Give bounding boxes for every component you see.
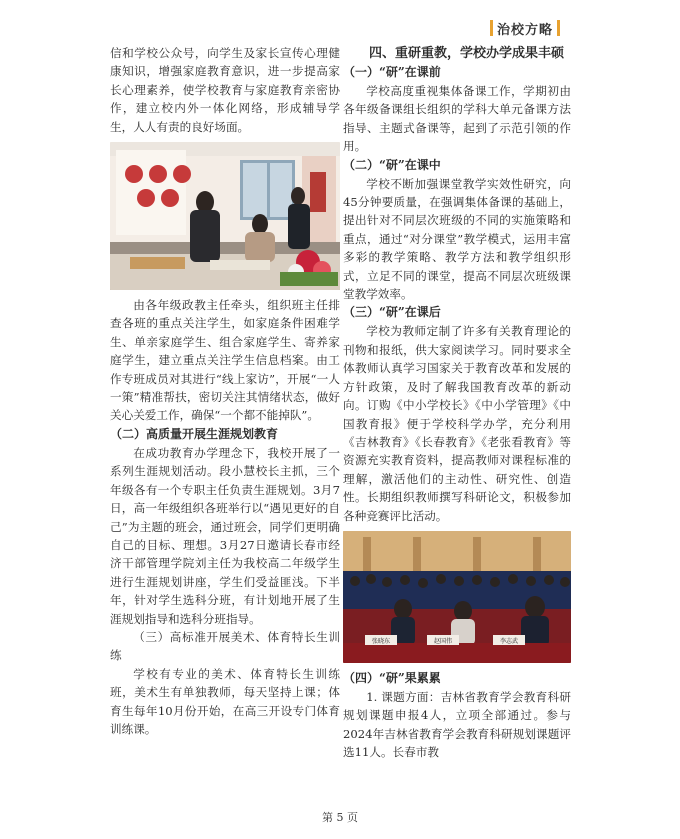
header-bar-right (557, 20, 560, 36)
subsection-heading: （四）“研”果累累 (343, 670, 441, 685)
nameplate-text: 赵国伟 (433, 637, 453, 645)
paragraph: 学校不断加强课堂教学实效性研究，向45分钟要质量，在强调集体备课的基础上，提出针对不同层次班级的不同的实施策略和重点，通过“对分课堂”教学模式，运用丰富多彩的教学策略、教学方法和教学组织形式，立足不同的课堂，提高不同层次班级课堂教学效率。 (343, 176, 571, 302)
right-column (343, 44, 571, 762)
paragraph: 学校高度重视集体备课工作，学期初由各年级备课组长组织的学科大单元备课方法指导、主题式备课等，起到了示范引领的作用。 (343, 84, 571, 154)
paragraph: 1. 课题方面：吉林省教育学会教育科研规划课题申报4人，立项全部通过。参与2024年吉林省教育学会教育科研规划课题评选11人。长春市教 (343, 689, 571, 760)
paragraph: 学校有专业的美术、体育特长生训练班，美术生有单独教师，每天坚持上课；体育生每年10月份开始，在高三开设专门体育训练课。 (110, 666, 340, 736)
section-heading: 四、重研重教，学校办学成果丰硕 (369, 46, 565, 61)
nameplate-text: 张晓东 (371, 637, 391, 645)
subsection-heading: （一）“研”在课前 (343, 65, 441, 79)
photo-home-visit (110, 142, 340, 290)
page-number: 第 5 页 (322, 811, 358, 824)
left-column (110, 44, 340, 738)
subsection-heading: （二）“研”在课中 (343, 157, 441, 172)
paragraph: 信和学校公众号，向学生及家长宣传心理健康知识，增强家庭教育意识，进一步提高家长心理素养，使学校教育与家庭教育亲密协作，建立校内外一体化网络，形成辅导学生，人人有责的良好场面。 (110, 46, 340, 134)
subsection-heading: （三）“研”在课后 (343, 305, 441, 320)
paragraph: 学校为教师定制了许多有关教育理论的刊物和报纸，供大家阅读学习。同时要求全体教师认真学习国家关于教育改革和发展的方针政策，及时了解我国教育改革的新动向。订购《中小学校长》《中小学管理》《中国教育报》便于学校科学办学，充分利用《吉林教育》《长春教育》《老张看教育》等资源充实教育资料，提高教师对课程标准的理解，激活他们的主动性、研究性、创造性。长期组织教师撰写科研论文，积极参加各种竞赛评比活动。 (343, 324, 571, 523)
section-title: 治校方略 (496, 22, 553, 38)
photo-lecture (343, 531, 571, 663)
paragraph: 由各年级政教主任牵头，组织班主任排查各班的重点关注学生，如家庭条件困难学生、单亲家庭学生、组合家庭学生、寄养家庭学生，建立重点关注学生信息档案。由工作专班成员对其进行“线上家访”，开展“一人一策”精准帮扶，密切关注其情绪状态，做好关心关爱工作，确保“一个都不能掉队”。 (110, 298, 340, 423)
subsection-heading: （三）高标准开展美术、体育特长生训练 (110, 629, 340, 663)
header-bar-left (490, 20, 493, 36)
subsection-heading: （二）高质量开展生涯规划教育 (110, 426, 279, 441)
section-header (490, 18, 560, 38)
nameplate-text: 李志武 (499, 637, 519, 645)
paragraph: 在成功教育办学理念下，我校开展了一系列生涯规划活动。段小慧校长主抓，三个年级各有一个专职主任负责生涯规划。3月7日，高一年级组织各班举行以“遇见更好的自己”为主题的班会，通过班会，同学们更明确自己的目标、理想。3月27日邀请长春市经济干部管理学院刘主任为我校高二年级学生进行生涯规划讲座，学生们受益匪浅。下半年，针对学生选科分班，有计划地开展了生涯规划指导和选科分班指导。 (110, 445, 340, 626)
